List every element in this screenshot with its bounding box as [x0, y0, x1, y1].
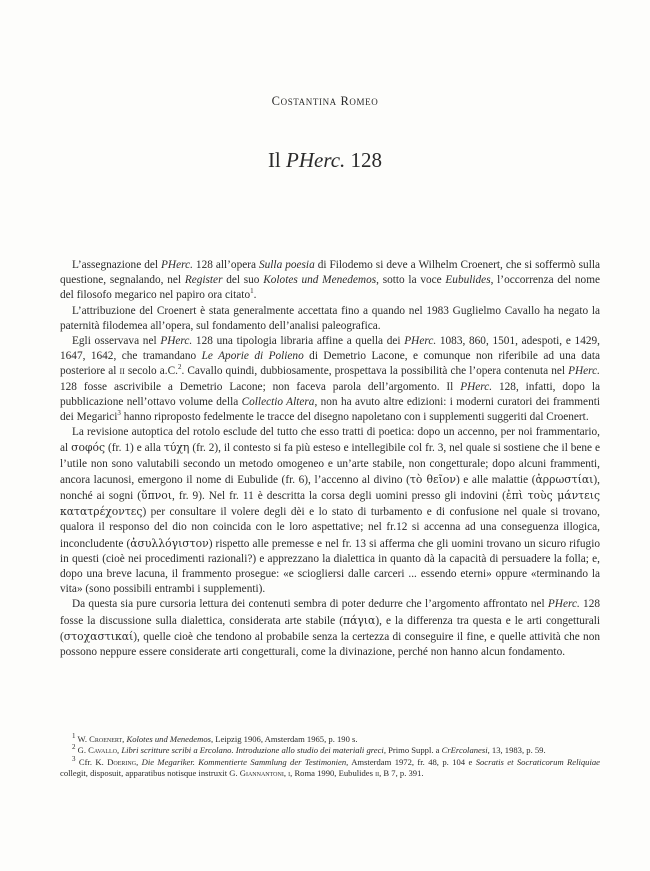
text-run: , [122, 734, 127, 744]
italic-text: Libri scritture scribi a Ercolano. Introduzione allo studio dei materiali greci [121, 745, 384, 756]
text-run: 128 fosse ascrivibile a Demetrio Lacone; non faceva parola dell’argomento. Il [60, 380, 461, 393]
footnote-marker: 2 [72, 743, 76, 752]
text-run: , [283, 768, 289, 779]
text-run: hanno riproposto fedelmente le tracce del disegno napoletano con i supplementi suggeriti dal Croenert. [120, 411, 589, 424]
text-run: 128 una tipologia libraria affine a quella dei [192, 335, 405, 348]
text-run: 128 fosse la discussione sulla dialettica, considerata arte stabile ( [60, 598, 600, 627]
italic-text: CrErcolanesi [441, 745, 488, 756]
greek-text: ἀσυλλόγιστον [130, 536, 209, 550]
text-run: ) per consultare il volere degli dèi e lo stato di turbamento e di confusione nel quale si trovano, qualora il responso del dio non coincida con le loro aspettative; nel fr.12 si accenna ad una conseguenza illogica, inconcludente ( [60, 506, 600, 550]
greek-text: τὸ θεῖον [409, 472, 456, 486]
greek-text: στοχαστικαί [63, 629, 134, 643]
body-paragraph [60, 334, 600, 425]
small-caps-text: ii [119, 365, 125, 378]
text-run: , 13, 1983, p. 59. [487, 745, 546, 756]
greek-text: ὕπνοι [141, 489, 172, 503]
italic-text: Sulla poesia [259, 259, 315, 271]
footnote-marker: 3 [72, 754, 76, 763]
footnote [60, 734, 600, 745]
small-caps-text: Giannantoni [239, 768, 284, 779]
footnote-marker: 2 [177, 363, 182, 372]
body-paragraph [60, 304, 600, 334]
footnote-marker: 1 [250, 287, 254, 296]
text-run: 1083, 860, 1501, adespoti, e 1429, 1647, 1642, che tramandano [60, 335, 600, 363]
greek-text: ἀρρωστίαι [535, 472, 594, 486]
greek-text: ἐπὶ τοὺς μάντεις κατατρέχοντες [60, 489, 600, 519]
italic-text: Socratis et Socraticorum Reliquiae [475, 756, 600, 767]
text-run: , Leipzig 1906, Amsterdam 1965, p. 190 s. [210, 734, 358, 744]
text-run: , l’occorrenza del nome del filosofo megarico nel papiro ora citato [60, 274, 600, 302]
small-caps-text: i [288, 768, 291, 779]
title-prefix: Il [267, 148, 287, 172]
text-run: di Demetrio Lacone, e comunque non riferibile ad una data posteriore al [60, 350, 601, 378]
small-caps-text: Cavallo [88, 745, 118, 756]
small-caps-text: Croenert [89, 734, 123, 744]
italic-text: PHerc. [460, 380, 493, 393]
text-run: La revisione autoptica del rotolo esclude del tutto che esso tratti di poetica: dopo un accenno, per noi frammentario, al [60, 426, 600, 455]
text-run: 128 all’opera [192, 259, 259, 271]
text-run: ) rispetto alle premesse e nel fr. 13 si afferma che gli uomini trovano un sicuro rifugio in questi (cioè nei procedimenti razionali?) e apprezzano la dialettica in quanto dà la capacità di persuadere la folla; e, dopo una breve lacuna, il frammento prosegue: «e sciogliersi dalle carceri ... essendo eterni» oppure «terminando la vita» (sono possibili entrambi i supplementi). [60, 537, 600, 596]
text-run: ), quelle cioè che tendono al probabile senza la certezza di conseguire il fine, e quelle attività che non possono neppure essere considerate arti congetturali, come la divinazione, perché non hanno alcun fondamento. [60, 630, 600, 659]
italic-text: PHerc. [160, 335, 193, 348]
text-run: , non ha avuto altre edizioni: i moderni curatori dei frammenti dei Megarici [60, 395, 600, 424]
text-run: W. [75, 734, 90, 744]
italic-text: PHerc. [161, 259, 193, 271]
italic-text: Register [184, 274, 223, 287]
body-paragraph [60, 425, 600, 597]
text-run: del suo [222, 274, 264, 287]
italic-text: Kolotes und Menedemos [126, 734, 211, 744]
greek-text: τύχη [163, 441, 190, 455]
text-run: , [117, 745, 122, 756]
text-run: Egli osservava nel [72, 335, 161, 348]
body-paragraph [60, 597, 600, 660]
text-run: collegit, disposuit, apparatibus notisque instruxit G. [60, 768, 240, 779]
small-caps-text: ii [375, 768, 380, 779]
author-name: Costantina Romeo [271, 94, 379, 108]
italic-text: PHerc. [547, 598, 580, 611]
text-run: di Filodemo si deve a Wilhelm Croenert, che si soffermò sulla questione, segnalando, nel [60, 259, 600, 287]
text-run: , B 7, p. 391. [379, 768, 424, 779]
italic-text: PHerc. [568, 365, 600, 378]
footnotes [60, 734, 600, 780]
text-run: G. [75, 745, 89, 756]
italic-text: Die Megariker. Kommentierte Sammlung der Testimonien [141, 756, 347, 767]
text-run: , sotto la voce [376, 274, 446, 287]
footnote-marker: 3 [117, 409, 121, 418]
text-run: , Primo Suppl. a [383, 745, 442, 756]
text-run: ) e alle malattie ( [455, 473, 536, 486]
italic-text: Eubulides [445, 274, 491, 287]
text-run: , fr. 9). Nel fr. 11 è descritta la corsa degli uomini presso gli indovini ( [172, 490, 506, 503]
text-run: L’attribuzione del Croenert è stata generalmente accettata fino a quando nel 1983 Guglielmo Cavallo ha negato la paternità filodemea all’opera, sul fondamento dell’analisi paleografica. [60, 304, 600, 332]
italic-text: PHerc. [404, 335, 437, 348]
text-run: 128, infatti, dopo la pubblicazione nell’ottavo volume della [60, 380, 600, 408]
small-caps-text: Doering [107, 756, 137, 767]
body-paragraph [60, 258, 600, 304]
text-run: , Roma 1990, Eubulides [290, 768, 376, 779]
italic-text: Kolotes und Menedemos [263, 274, 377, 287]
text-run: , [136, 756, 142, 767]
title-suffix: 128 [345, 148, 383, 172]
text-run: L’assegnazione del [72, 259, 162, 271]
title-italic: PHerc. [286, 148, 346, 172]
text-run: ), nonché ai sogni ( [60, 473, 601, 503]
footnote-marker: 1 [72, 732, 76, 741]
article-body [60, 258, 600, 660]
italic-text: Le Aporie di Polieno [201, 350, 304, 363]
text-run: Cfr. K. [75, 756, 108, 767]
text-run: ), e la differenza tra questa e le arti congetturali ( [60, 614, 600, 643]
greek-text: πάγια [342, 613, 376, 627]
text-run: Da questa sia pure cursoria lettura dei contenuti sembra di poter dedurre che l’argomento affrontato nel [72, 598, 548, 611]
text-run: . [253, 289, 257, 302]
text-run: secolo a.C. [124, 365, 178, 378]
text-run: . Cavallo quindi, dubbiosamente, prospettava la possibilità che l’opera contenuta nel [181, 365, 569, 378]
text-run: (fr. 1) e alla [105, 442, 164, 455]
text-run: , Amsterdam 1972, fr. 48, p. 104 e [346, 756, 476, 767]
article-title [0, 148, 650, 173]
greek-text: σοφός [71, 441, 106, 455]
footnote [60, 745, 600, 756]
footnote [60, 754, 600, 780]
italic-text: Collectio Altera [241, 395, 315, 408]
text-run: (fr. 2), il contesto si fa più esteso e intellegibile col fr. 3, nel quale si sostiene che il bene e l’utile non sono valutabili secondo un metodo omogeneo e un’arte stabile, non congetturale; dopo alcuni frammenti, ancora lacunosi, emergono il nome di Eubulide (fr. 6), l’accenno al divino ( [60, 442, 600, 486]
